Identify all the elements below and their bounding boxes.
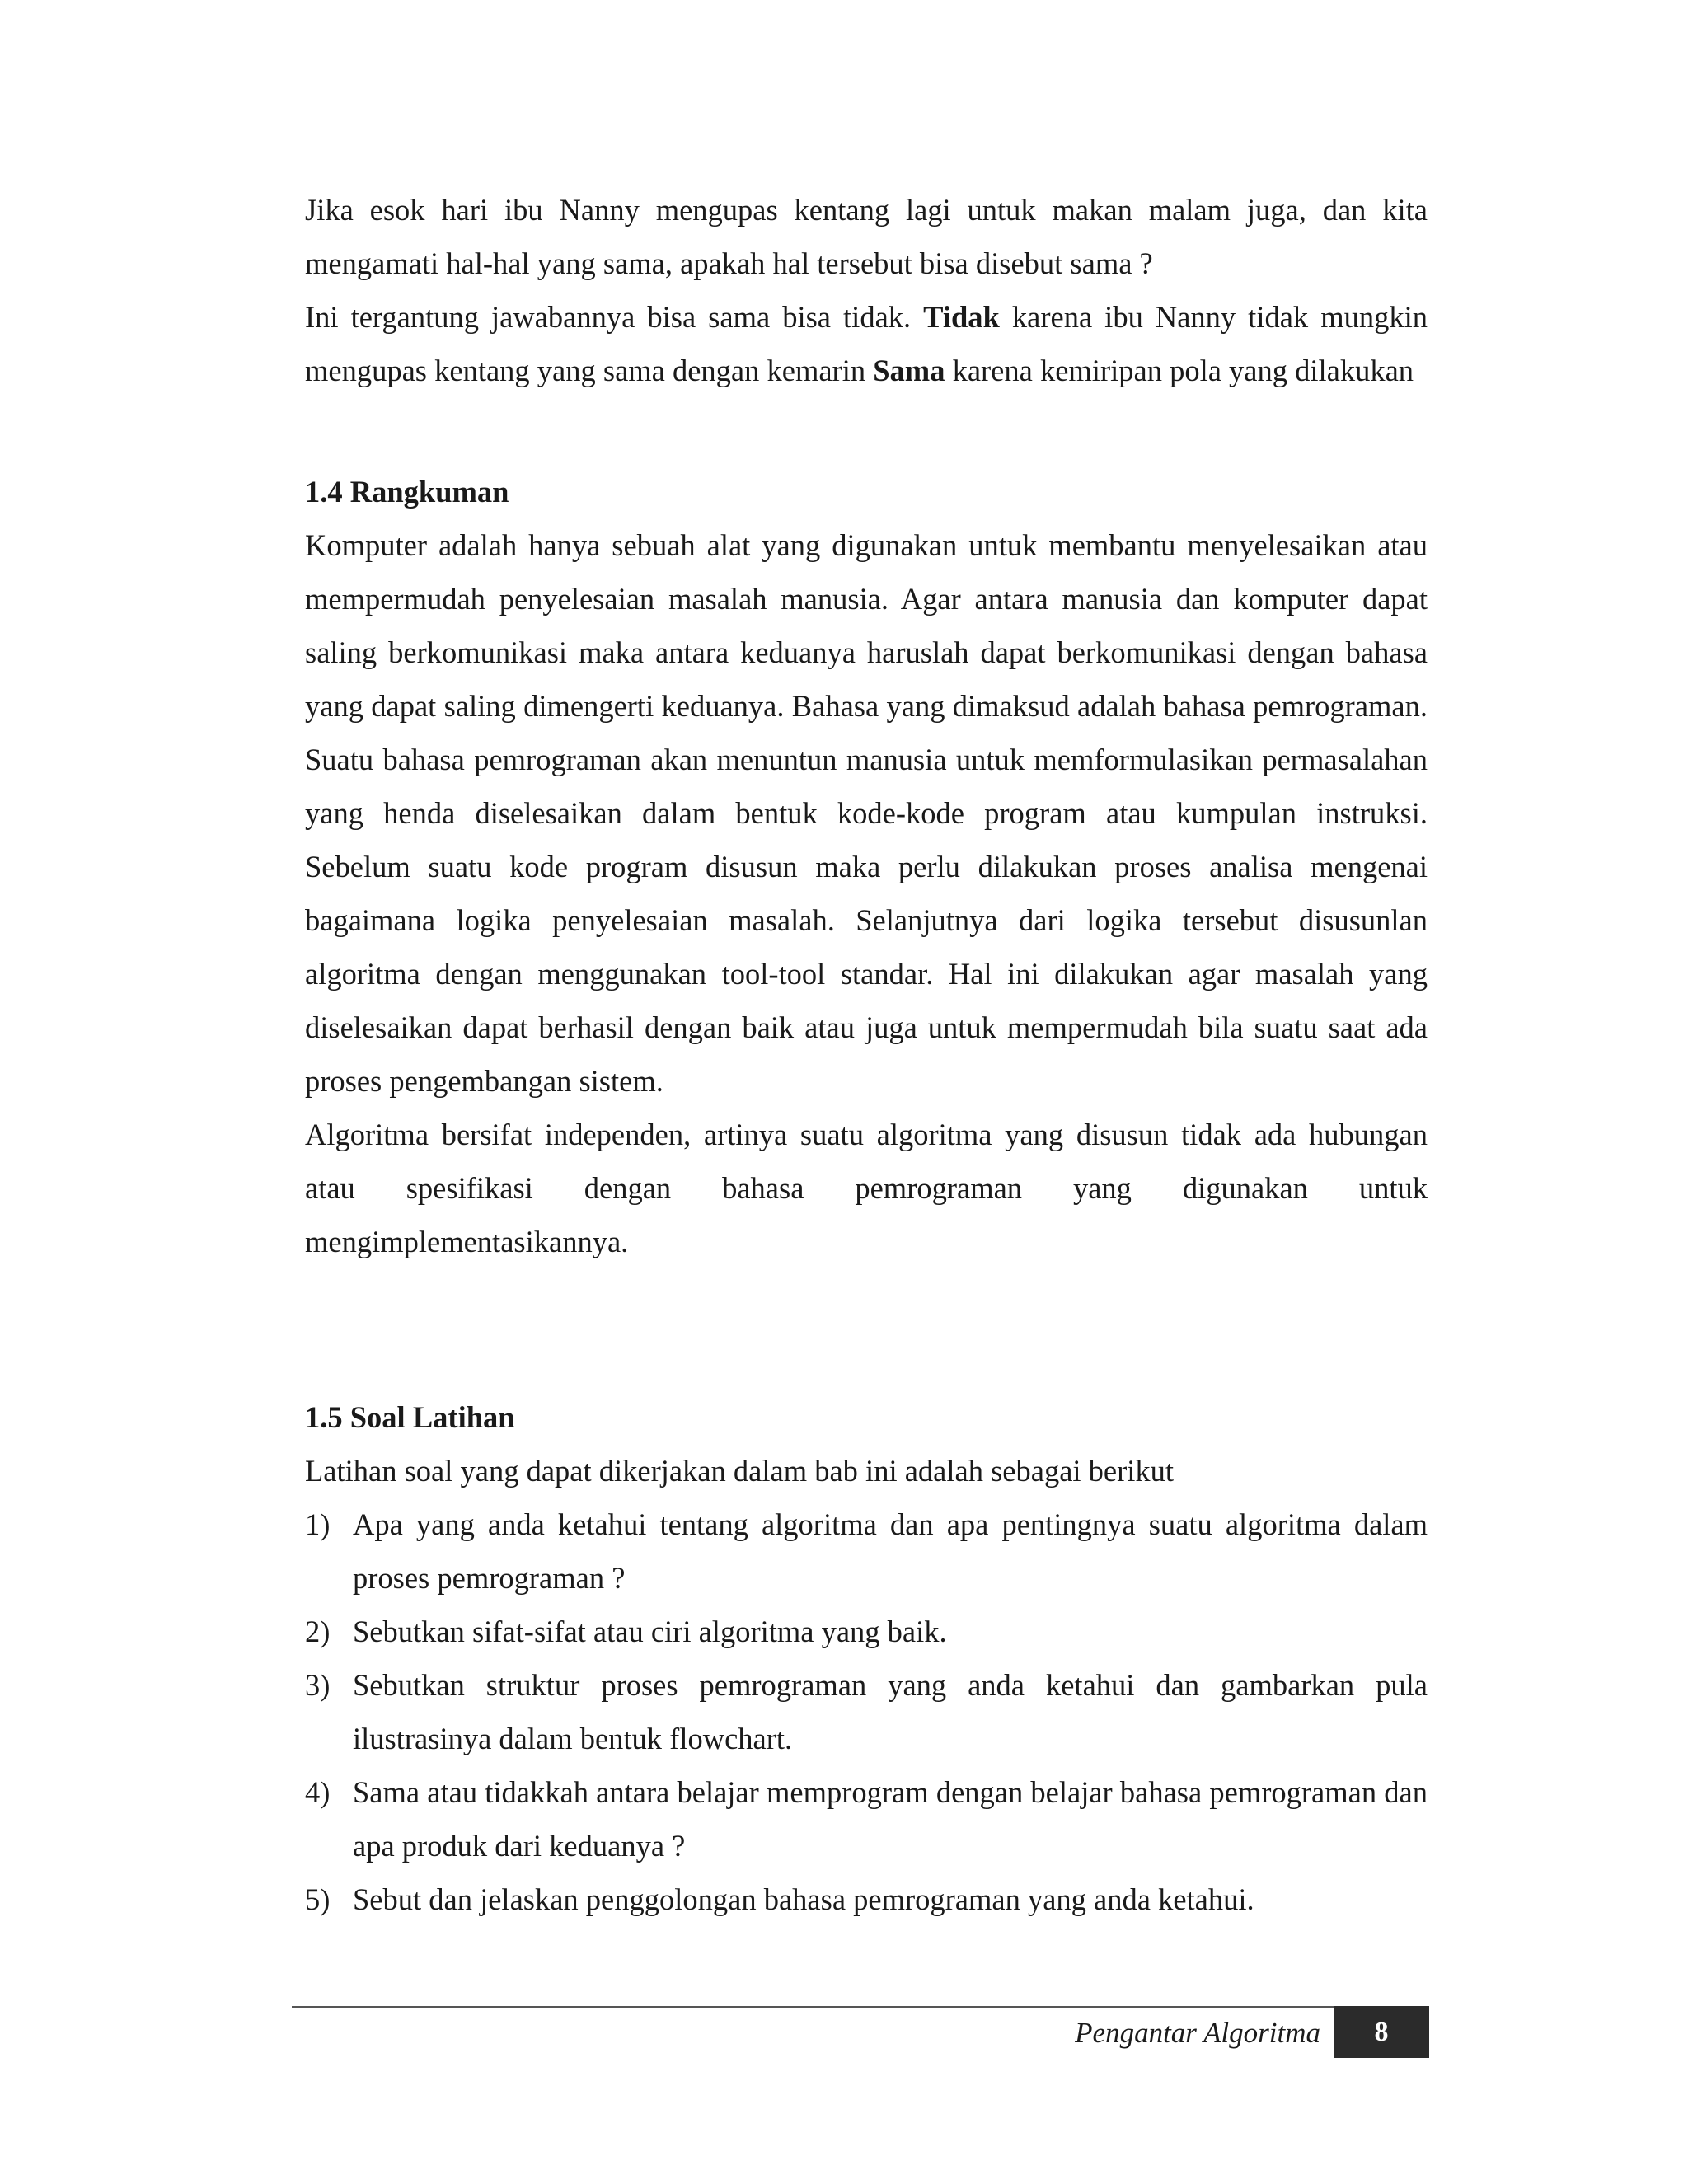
exercise-item — [305, 1497, 1428, 1605]
footer-book-title: Pengantar Algoritma — [1075, 2017, 1320, 2049]
exercise-number: 5) — [305, 1882, 331, 1916]
rangkuman-paragraph-2: Algoritma bersifat independen, artinya suatu algoritma yang disusun tidak ada hubungan atau spesifikasi dengan bahasa pemrograman yang digunakan untuk mengimplementasikannya. — [305, 1118, 1428, 1258]
exercise-item — [305, 1658, 1428, 1765]
exercise-number: 4) — [305, 1775, 331, 1809]
rangkuman-paragraph-1: Komputer adalah hanya sebuah alat yang digunakan untuk membantu menyelesaikan atau mempermudah penyelesaian masalah manusia. Agar antara manusia dan komputer dapat saling berkomunikasi maka antara keduanya haruslah dapat berkomunikasi dengan bahasa yang dapat saling dimengerti keduanya. Bahasa yang dimaksud adalah bahasa pemrograman. Suatu bahasa pemrograman akan menuntun manusia untuk memformulasikan permasalahan yang henda diselesaikan dalam bentuk kode-kode program atau kumpulan instruksi. Sebelum suatu kode program disusun maka perlu dilakukan proses analisa mengenai bagaimana logika penyelesaian masalah. Selanjutnya dari logika tersebut disusunlan algoritma dengan menggunakan tool-tool standar. Hal ini dilakukan agar masalah yang diselesaikan dapat berhasil dengan baik atau juga untuk mempermudah bila suatu saat ada proses pengembangan sistem. — [305, 528, 1428, 1098]
intro-paragraph-1: Jika esok hari ibu Nanny mengupas kentang lagi untuk makan malam juga, dan kita mengamati hal-hal yang sama, apakah hal tersebut bisa disebut sama ? — [305, 193, 1428, 280]
exercise-number: 3) — [305, 1668, 331, 1702]
exercise-item — [305, 1765, 1428, 1872]
page-content — [305, 183, 1428, 1926]
exercise-text: Sama atau tidakkah antara belajar memprogram dengan belajar bahasa pemrograman dan apa produk dari keduanya ? — [353, 1775, 1428, 1863]
soal-intro: Latihan soal yang dapat dikerjakan dalam bab ini adalah sebagai berikut — [305, 1454, 1175, 1488]
exercise-number: 1) — [305, 1507, 331, 1541]
exercise-item — [305, 1872, 1428, 1926]
exercise-text: Sebut dan jelaskan penggolongan bahasa pemrograman yang anda ketahui. — [353, 1882, 1254, 1916]
section-heading-soal-latihan: 1.5 Soal Latihan — [305, 1400, 515, 1434]
intro-paragraph-2-part-1: Ini tergantung jawabannya bisa sama bisa tidak. — [305, 300, 924, 334]
section-spacer — [305, 1268, 1428, 1390]
exercise-text: Sebutkan sifat-sifat atau ciri algoritma yang baik. — [353, 1615, 947, 1648]
exercise-number: 2) — [305, 1615, 331, 1648]
exercise-item — [305, 1605, 1428, 1658]
exercise-text: Apa yang anda ketahui tentang algoritma dan apa pentingnya suatu algoritma dalam proses pemrograman ? — [353, 1507, 1428, 1595]
intro-bold-tidak: Tidak — [923, 300, 1000, 334]
footer-divider — [292, 2006, 1429, 2008]
intro-bold-sama: Sama — [873, 354, 945, 387]
section-spacer — [305, 397, 1428, 465]
intro-paragraph-2-part-2: karena ibu Nanny tidak mungkin mengupas kentang yang sama dengan kemarin — [305, 300, 1428, 387]
exercise-list — [305, 1497, 1428, 1926]
exercise-text: Sebutkan struktur proses pemrograman yang anda ketahui dan gambarkan pula ilustrasinya dalam bentuk flowchart. — [353, 1668, 1428, 1755]
intro-paragraph-2 — [305, 290, 1428, 397]
section-heading-rangkuman: 1.4 Rangkuman — [305, 475, 509, 509]
page-number: 8 — [1334, 2006, 1429, 2058]
intro-paragraph-2-part-3: karena kemiripan pola yang dilakukan — [945, 354, 1414, 387]
